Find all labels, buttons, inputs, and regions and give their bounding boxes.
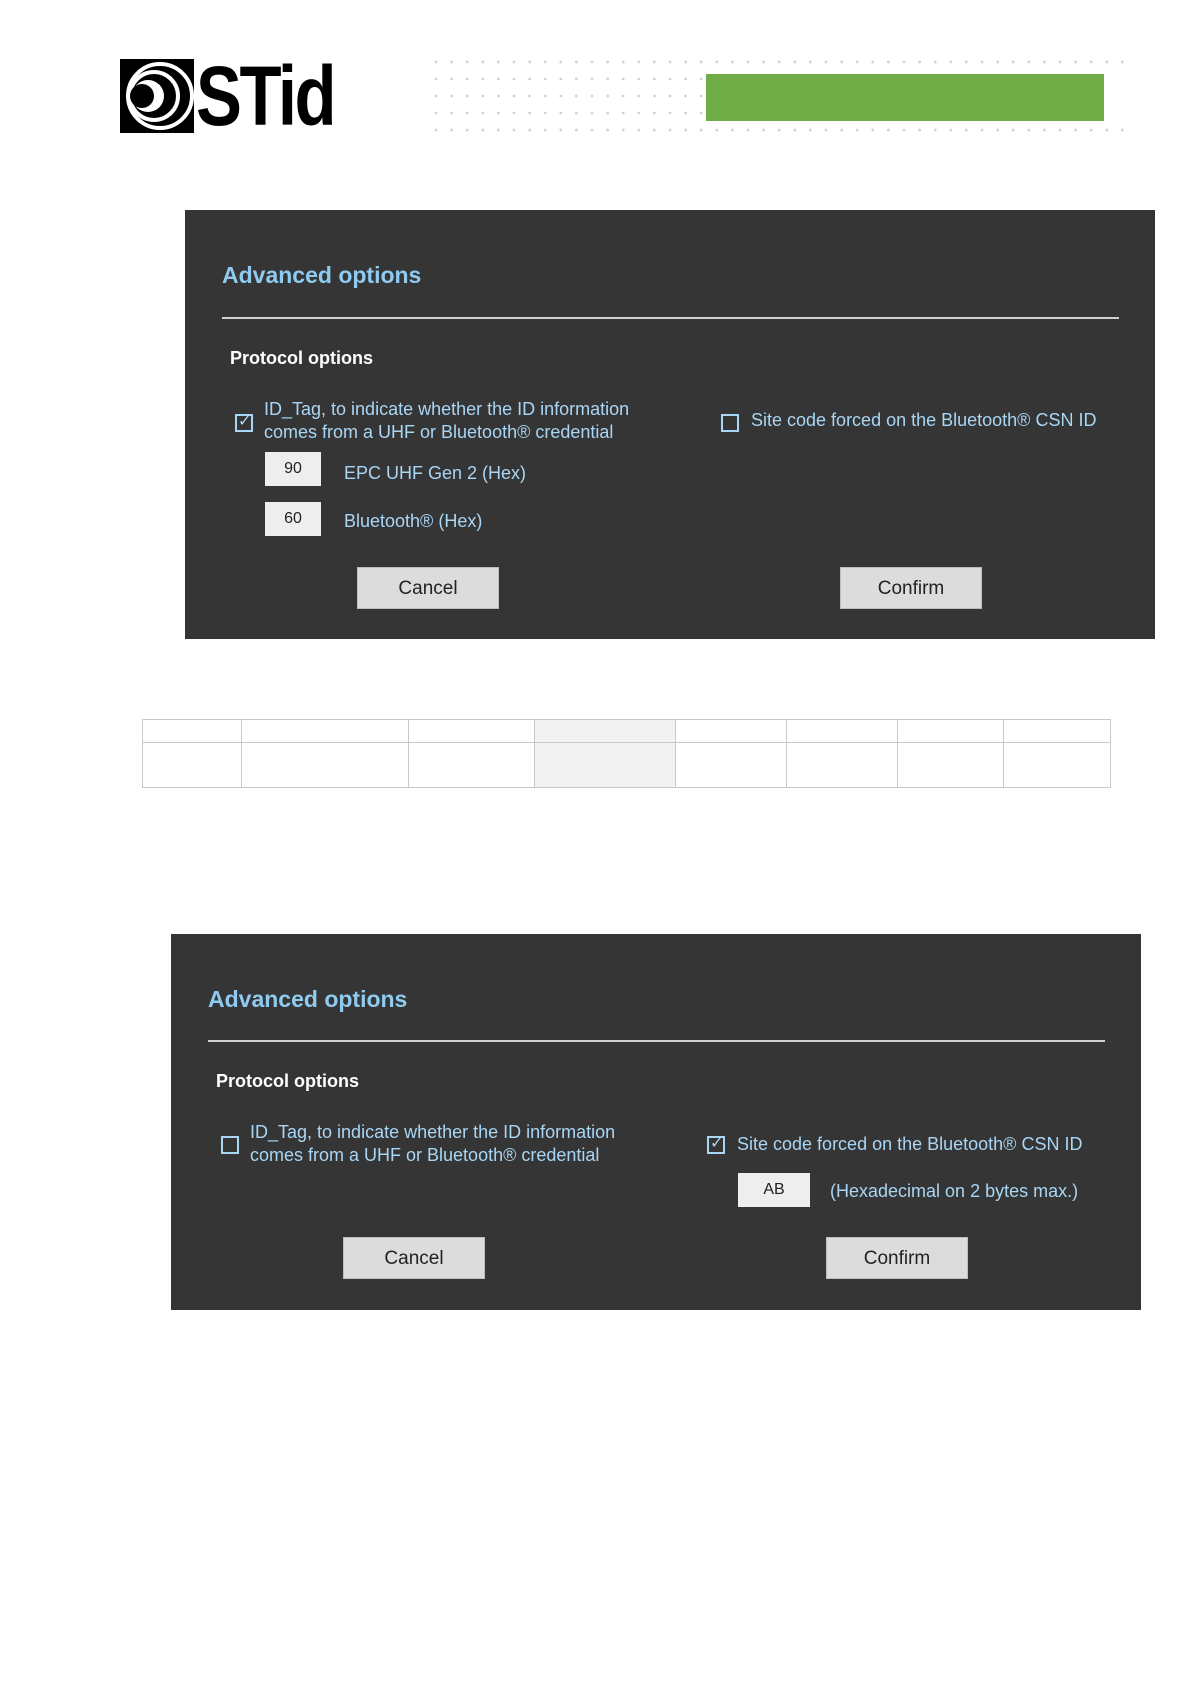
- dot: [481, 95, 484, 98]
- dot: [1027, 61, 1030, 64]
- dot: [887, 129, 890, 132]
- dot: [497, 78, 500, 81]
- dot: [528, 129, 531, 132]
- dot: [934, 129, 937, 132]
- dot: [450, 61, 453, 64]
- dot: [559, 129, 562, 132]
- dot: [1012, 61, 1015, 64]
- dot: [778, 61, 781, 64]
- dot: [606, 78, 609, 81]
- dot: [559, 112, 562, 115]
- dot: [497, 61, 500, 64]
- title-divider: [222, 317, 1119, 319]
- dot: [450, 112, 453, 115]
- stid-logo: [120, 49, 364, 143]
- dot: [450, 95, 453, 98]
- dot: [435, 129, 438, 132]
- dot: [606, 129, 609, 132]
- dot: [544, 129, 547, 132]
- dot: [466, 112, 469, 115]
- dot: [949, 61, 952, 64]
- dot: [887, 61, 890, 64]
- dot: [653, 112, 656, 115]
- dot: [497, 112, 500, 115]
- bluetooth-label: Bluetooth® (Hex): [344, 511, 483, 531]
- title-divider: [208, 1040, 1105, 1042]
- dialog-title: Advanced options: [222, 262, 422, 288]
- advanced-options-dialog-1: [185, 210, 1155, 639]
- dot: [513, 129, 516, 132]
- checkmark-icon: ✓: [238, 411, 252, 430]
- dot: [622, 129, 625, 132]
- logo-text: STid: [196, 49, 335, 143]
- confirm-button[interactable]: Confirm: [840, 567, 982, 609]
- dot: [481, 78, 484, 81]
- dot: [1121, 61, 1124, 64]
- dot: [1012, 129, 1015, 132]
- dot: [637, 112, 640, 115]
- dot: [731, 129, 734, 132]
- dot: [528, 61, 531, 64]
- dot: [575, 95, 578, 98]
- dot: [1059, 61, 1062, 64]
- dot: [700, 78, 703, 81]
- dot: [981, 129, 984, 132]
- dot: [653, 95, 656, 98]
- dot: [684, 95, 687, 98]
- dot: [1074, 61, 1077, 64]
- dot: [684, 78, 687, 81]
- header-green-bar: [706, 74, 1104, 121]
- dot: [622, 78, 625, 81]
- dot: [637, 78, 640, 81]
- dot: [684, 129, 687, 132]
- dot: [544, 61, 547, 64]
- dot: [825, 61, 828, 64]
- dot: [965, 129, 968, 132]
- dot: [622, 61, 625, 64]
- dot: [996, 61, 999, 64]
- dot: [996, 129, 999, 132]
- dot: [637, 61, 640, 64]
- dot: [653, 61, 656, 64]
- dot: [653, 129, 656, 132]
- dot: [871, 61, 874, 64]
- empty-table: [142, 719, 1111, 788]
- dot: [1090, 129, 1093, 132]
- epc-uhf-input[interactable]: 90: [265, 452, 321, 486]
- dot: [715, 61, 718, 64]
- dot: [778, 129, 781, 132]
- dot: [559, 95, 562, 98]
- dot: [1027, 129, 1030, 132]
- dot: [606, 61, 609, 64]
- dot: [591, 129, 594, 132]
- dialog-title: Advanced options: [208, 986, 408, 1012]
- dot: [840, 129, 843, 132]
- dot: [591, 112, 594, 115]
- site-code-input[interactable]: AB: [738, 1173, 810, 1207]
- dot: [435, 95, 438, 98]
- dot: [1121, 129, 1124, 132]
- dot: [559, 61, 562, 64]
- dot: [435, 112, 438, 115]
- dot: [559, 78, 562, 81]
- dot: [700, 95, 703, 98]
- dot: [575, 61, 578, 64]
- bluetooth-input[interactable]: 60: [265, 502, 321, 536]
- dot: [669, 95, 672, 98]
- dot: [762, 129, 765, 132]
- dot: [513, 95, 516, 98]
- dot: [513, 78, 516, 81]
- dot: [1043, 129, 1046, 132]
- dot: [1105, 129, 1108, 132]
- dot: [1090, 61, 1093, 64]
- dot: [466, 129, 469, 132]
- site-code-checkbox[interactable]: [707, 1133, 725, 1154]
- dot: [450, 129, 453, 132]
- id-tag-checkbox[interactable]: [235, 411, 253, 432]
- dot: [700, 129, 703, 132]
- dot: [809, 61, 812, 64]
- dot: [481, 129, 484, 132]
- dot: [669, 61, 672, 64]
- dot: [591, 61, 594, 64]
- dot: [856, 129, 859, 132]
- site-code-label: Site code forced on the Bluetooth® CSN ID: [737, 1134, 1083, 1154]
- dot: [747, 129, 750, 132]
- dot: [606, 95, 609, 98]
- dot: [622, 112, 625, 115]
- dot: [575, 129, 578, 132]
- dot: [435, 61, 438, 64]
- dot: [918, 129, 921, 132]
- table-header-row: [143, 720, 1111, 743]
- logo-mark-icon: [120, 59, 194, 133]
- dot: [871, 129, 874, 132]
- dot: [715, 129, 718, 132]
- dot: [466, 95, 469, 98]
- dot: [591, 78, 594, 81]
- dot: [762, 61, 765, 64]
- dot: [981, 61, 984, 64]
- dot: [669, 78, 672, 81]
- dot: [481, 112, 484, 115]
- dot: [731, 61, 734, 64]
- site-code-checkbox[interactable]: [721, 414, 739, 432]
- dot: [793, 61, 796, 64]
- dot: [793, 129, 796, 132]
- dot: [653, 78, 656, 81]
- cancel-button[interactable]: Cancel: [343, 1237, 485, 1279]
- dot: [466, 61, 469, 64]
- dot: [669, 129, 672, 132]
- dot: [575, 112, 578, 115]
- dot: [934, 61, 937, 64]
- dot: [700, 112, 703, 115]
- dot: [528, 112, 531, 115]
- dot: [1074, 129, 1077, 132]
- dot: [513, 61, 516, 64]
- dot: [544, 95, 547, 98]
- dot: [481, 61, 484, 64]
- dot: [669, 112, 672, 115]
- dot: [918, 61, 921, 64]
- dot: [466, 78, 469, 81]
- dot: [965, 61, 968, 64]
- dot: [825, 129, 828, 132]
- checkmark-icon: ✓: [710, 1133, 724, 1152]
- dot: [544, 78, 547, 81]
- dot: [684, 61, 687, 64]
- dot: [903, 129, 906, 132]
- dot: [497, 129, 500, 132]
- dot: [544, 112, 547, 115]
- dot: [606, 112, 609, 115]
- dot: [856, 61, 859, 64]
- dot: [637, 95, 640, 98]
- dot: [575, 78, 578, 81]
- dot: [1105, 61, 1108, 64]
- dot: [840, 61, 843, 64]
- dot: [497, 95, 500, 98]
- dot: [1059, 129, 1062, 132]
- dot: [747, 61, 750, 64]
- dot: [622, 95, 625, 98]
- dot: [1043, 61, 1046, 64]
- id-tag-label: ID_Tag, to indicate whether the ID information comes from a UHF or Bluetooth® credential: [250, 1122, 616, 1165]
- advanced-options-dialog-2: [171, 934, 1141, 1310]
- dot: [591, 95, 594, 98]
- dot: [435, 78, 438, 81]
- dot: [528, 95, 531, 98]
- confirm-button[interactable]: Confirm: [826, 1237, 968, 1279]
- site-code-label: Site code forced on the Bluetooth® CSN ID: [751, 410, 1097, 430]
- dot: [450, 78, 453, 81]
- section-heading: Protocol options: [230, 348, 373, 368]
- dot: [684, 112, 687, 115]
- table-row: [143, 743, 1111, 788]
- site-code-hint: (Hexadecimal on 2 bytes max.): [830, 1181, 1079, 1201]
- cancel-button[interactable]: Cancel: [357, 567, 499, 609]
- dot: [700, 61, 703, 64]
- id-tag-checkbox[interactable]: [221, 1136, 239, 1154]
- dot: [637, 129, 640, 132]
- dot: [949, 129, 952, 132]
- dot: [903, 61, 906, 64]
- epc-uhf-label: EPC UHF Gen 2 (Hex): [344, 463, 527, 483]
- section-heading: Protocol options: [216, 1071, 359, 1091]
- dot: [809, 129, 812, 132]
- dot: [513, 112, 516, 115]
- dot: [528, 78, 531, 81]
- id-tag-label: ID_Tag, to indicate whether the ID information comes from a UHF or Bluetooth® credential: [264, 399, 630, 442]
